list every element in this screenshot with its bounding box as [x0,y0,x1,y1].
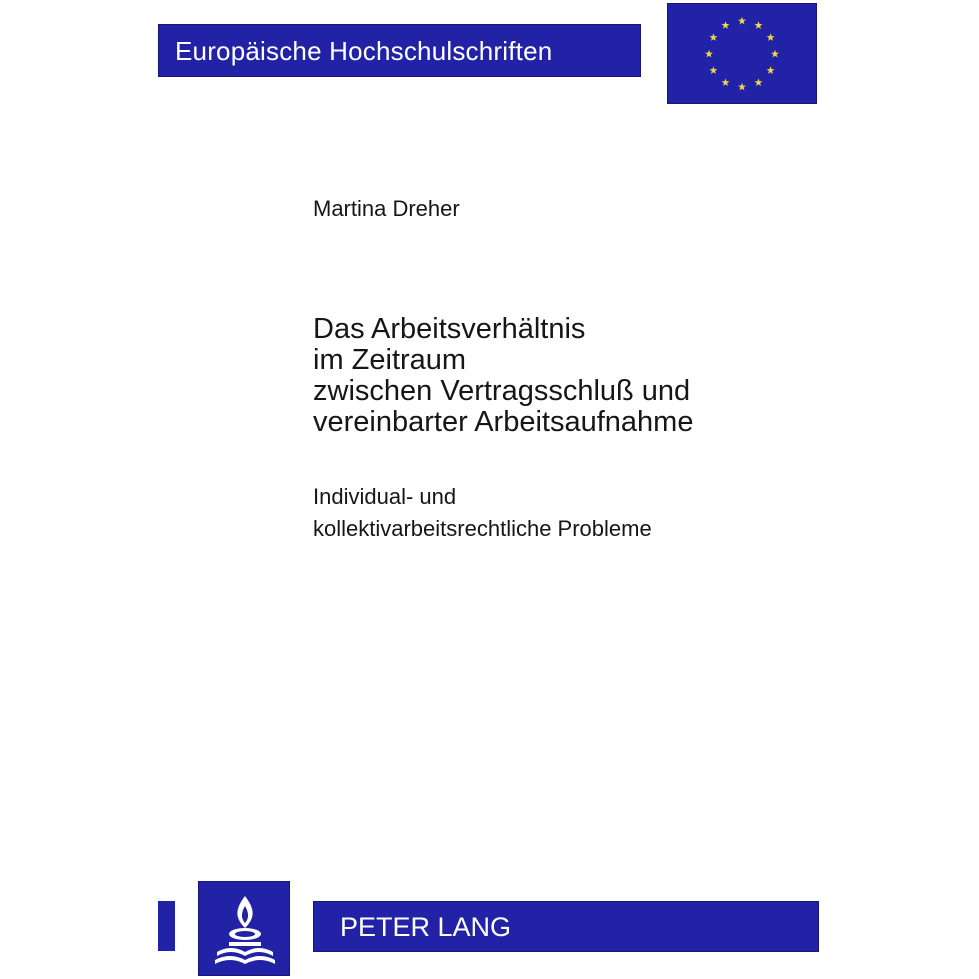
decorative-block [158,901,175,951]
series-banner [158,24,641,77]
star-icon [705,50,713,58]
star-icon [709,33,717,41]
star-icon [771,50,779,58]
series-title: Europäische Hochschulschriften [175,36,553,66]
star-icon [767,33,775,41]
peter-lang-logo-icon [198,881,290,976]
subtitle-line: Individual- und [313,484,457,509]
star-icon [738,17,746,25]
star-icon [767,66,775,74]
book-subtitle [313,481,652,545]
author-name: Martina Dreher [313,196,460,221]
book-title [313,314,693,438]
subtitle-line: kollektivarbeitsrechtliche Probleme [313,516,652,541]
title-line: Das Arbeitsverhältnis [313,313,586,345]
star-icon [722,78,730,86]
title-line: zwischen Vertragsschluß und [313,375,691,407]
star-icon [709,66,717,74]
publisher-banner [313,901,819,952]
star-icon [738,83,746,91]
title-line: im Zeitraum [313,344,467,376]
title-line: vereinbarter Arbeitsaufnahme [313,406,694,438]
star-icon [755,21,763,29]
publisher-name: PETER LANG [340,912,512,942]
star-icon [722,21,730,29]
star-icon [755,78,763,86]
eu-flag-icon [667,3,817,104]
